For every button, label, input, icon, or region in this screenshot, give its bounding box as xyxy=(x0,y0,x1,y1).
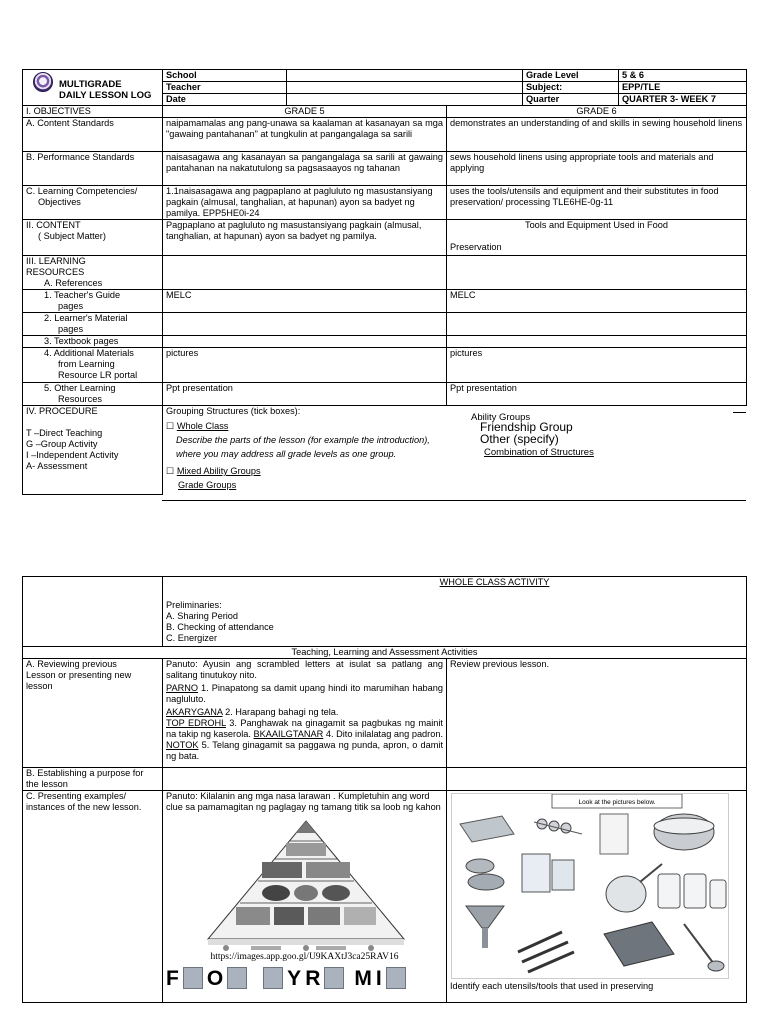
divider xyxy=(733,412,746,413)
whole-class-checkbox-icon[interactable]: ☐ xyxy=(166,421,175,431)
lesson-header-table xyxy=(22,69,747,495)
school-value[interactable] xyxy=(287,70,523,82)
whole-class-activity-title: WHOLE CLASS ACTIVITY xyxy=(439,577,550,587)
teachers-guide-g5: MELC xyxy=(163,290,447,313)
other-specify-option[interactable]: Other (specify) xyxy=(480,432,559,446)
grade-level-label: Grade Level xyxy=(523,70,619,82)
teacher-label: Teacher xyxy=(163,82,287,94)
letter-box[interactable] xyxy=(227,967,247,989)
word-letter: R xyxy=(305,966,321,990)
activities-table xyxy=(22,576,747,1003)
letter-box[interactable] xyxy=(386,967,406,989)
date-label: Date xyxy=(163,94,287,106)
performance-standards-label: B. Performance Standards xyxy=(23,152,163,186)
grade-groups-option[interactable]: Grade Groups xyxy=(178,480,237,490)
performance-standards-g6: sews household linens using appropriate tools and materials and applying xyxy=(447,152,747,186)
grouping-structures-cell: Grouping Structures (tick boxes): ☐ Whole Class Describe the parts of the lesson (for example the introduction), where you may address all grade levels as one group. ☐ Mixed Ability Groups Grade Groups Ability Groups Friendship Group Other (specify) Combination of Structures xyxy=(163,406,747,495)
quarter-value: QUARTER 3- WEEK 7 xyxy=(619,94,747,106)
presenting-g6 xyxy=(447,791,747,1003)
whole-class-option[interactable]: Whole Class xyxy=(176,421,229,431)
presenting-g5: Panuto: Kilalanin ang mga nasa larawan . Kumpletuhin ang word clue sa pamamagitan ng paglagay ng tamang titik sa loob ng kahon https://images.app.goo.gl/U9KAXtJ3ca25RAV16 F O Y R M I xyxy=(163,791,447,1003)
subject-label: Subject: xyxy=(523,82,619,94)
word-letter: Y xyxy=(287,966,302,990)
grade6-header: GRADE 6 xyxy=(447,106,747,118)
combination-option[interactable]: Combination of Structures xyxy=(484,447,594,458)
performance-standards-g5: naisasagawa ang kasanayan sa pangangalaga sa sarili at gawaing pantahanan na nakatutulong sa pagsasaayos ng tahanan xyxy=(163,152,447,186)
grade5-header: GRADE 5 xyxy=(163,106,447,118)
content-standards-g5: naipamamalas ang pang-unawa sa kaalaman at kasanayan sa mga "gawaing pantahanan" at tungkulin at pangangalaga sa sarili xyxy=(163,118,447,152)
mixed-ability-checkbox-icon[interactable]: ☐ xyxy=(166,466,175,476)
divider xyxy=(162,500,746,501)
other-resources-g5: Ppt presentation xyxy=(163,383,447,406)
content-label: II. CONTENT ( Subject Matter) xyxy=(23,220,163,256)
look-caption: Look at the pictures below. xyxy=(578,799,656,806)
logo-cell xyxy=(23,70,163,106)
content-g5: Pagpaplano at pagluluto ng masustansiyang pagkain (almusal, tanghalian, at hapunan) ayon sa badyet ng pamilya. xyxy=(163,220,447,256)
procedure-label: IV. PROCEDURE T –Direct Teaching G –Group Activity I –Independent Activity A- Assessment xyxy=(23,406,163,495)
log-title: MULTIGRADE DAILY LESSON LOG xyxy=(59,79,152,101)
food-pyramid-image xyxy=(166,817,446,952)
subject-value: EPP/TLE xyxy=(619,82,747,94)
quarter-label: Quarter xyxy=(523,94,619,106)
resources-label: III. LEARNING RESOURCES A. References xyxy=(23,256,163,290)
word-letter: O xyxy=(206,966,224,990)
tla-title: Teaching, Learning and Assessment Activities xyxy=(23,647,747,659)
date-value[interactable] xyxy=(287,94,523,106)
competencies-g5: 1.1naisasagawa ang pagpaplano at pagluluto ng masustansiyang pagkain (almusal, tanghalian, at hapunan) ayon sa badyet ng pamilya. EPP5HE0i-24 xyxy=(163,186,447,220)
learners-material-label: 2. Learner's Material pages xyxy=(23,313,163,336)
school-label: School xyxy=(163,70,287,82)
deped-seal-icon xyxy=(33,72,53,92)
competencies-label: C. Learning Competencies/ Objectives xyxy=(23,186,163,220)
letter-box[interactable] xyxy=(183,967,203,989)
competencies-g6: uses the tools/utensils and equipment and their substitutes in food preservation/ processing TLE6HE-0g-11 xyxy=(447,186,747,220)
objectives-label: I. OBJECTIVES xyxy=(23,106,163,118)
additional-materials-g5: pictures xyxy=(163,348,447,383)
textbook-label: 3. Textbook pages xyxy=(23,336,163,348)
reviewing-g6: Review previous lesson. xyxy=(447,659,747,768)
letter-box[interactable] xyxy=(324,967,344,989)
other-resources-label: 5. Other Learning Resources xyxy=(23,383,163,406)
word-letter: F xyxy=(166,966,179,990)
word-clue xyxy=(166,967,443,989)
word-letter: M xyxy=(354,966,372,990)
additional-materials-g6: pictures xyxy=(447,348,747,383)
mixed-ability-option[interactable]: Mixed Ability Groups xyxy=(176,466,261,476)
other-resources-g6: Ppt presentation xyxy=(447,383,747,406)
teacher-value[interactable] xyxy=(287,82,523,94)
letter-box[interactable] xyxy=(263,967,283,989)
ability-groups-option[interactable]: Ability Groups xyxy=(471,412,531,423)
identify-caption: Identify each utensils/tools that used in preserving xyxy=(450,981,654,991)
image-source-url: https://images.app.goo.gl/U9KAXtJ3ca25RAV16 xyxy=(210,952,399,962)
reviewing-label: A. Reviewing previous Lesson or presenting new lesson xyxy=(23,659,163,768)
kitchen-tools-image xyxy=(451,793,729,979)
grade-level-value: 5 & 6 xyxy=(619,70,747,82)
presenting-label: C. Presenting examples/ instances of the new lesson. xyxy=(23,791,163,1003)
word-letter: I xyxy=(375,966,382,990)
teachers-guide-g6: MELC xyxy=(447,290,747,313)
friendship-group-option[interactable]: Friendship Group xyxy=(480,420,573,434)
teachers-guide-label: 1. Teacher's Guide pages xyxy=(23,290,163,313)
content-standards-g6: demonstrates an understanding of and skills in sewing household linens xyxy=(447,118,747,152)
reviewing-g5: Panuto: Ayusin ang scrambled letters at isulat sa patlang ang salitang tinutukoy nito. PARNO 1. Pinapatong sa damit upang hindi ito marumihan habang nagluluto. AKARYGANA 2. Harapang bahagi ng tela. TOP EDROHL 3. Panghawak na ginagamit sa pagbukas ng mainit na takip ng kaserola. BKAAILGTANAR 4. Dito inilalatag ang padron. NOTOK 5. Telang ginagamit sa paggawa ng punda, apron, o damit ng bata. xyxy=(163,659,447,768)
whole-class-activity-cell: WHOLE CLASS ACTIVITY Preliminaries: A. Sharing Period B. Checking of attendance C. Energizer xyxy=(163,577,747,647)
content-g6: Tools and Equipment Used in Food Preservation xyxy=(447,220,747,256)
purpose-label: B. Establishing a purpose for the lesson xyxy=(23,768,163,791)
content-standards-label: A. Content Standards xyxy=(23,118,163,152)
additional-materials-label: 4. Additional Materials from Learning Resource LR portal xyxy=(23,348,163,383)
